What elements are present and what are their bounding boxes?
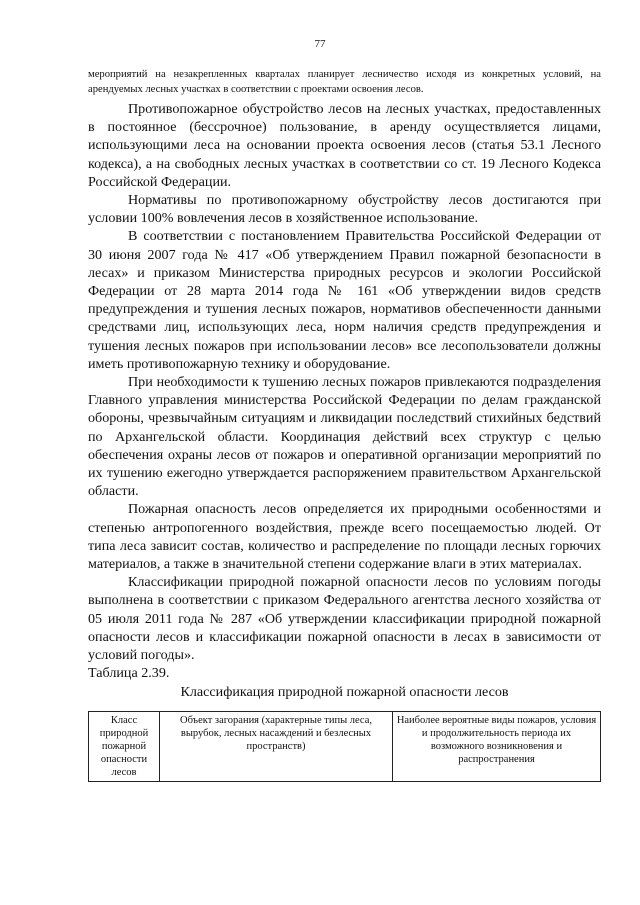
paragraph-fire-arrangement: Противопожарное обустройство лесов на лесных участках, предоставленных в постоянное (бессрочное) пользование, в аренду осуществляется лицами, использующими леса на основании проекта освоения лесов (статья 53.1 Лесного кодекса), а на свободных лесных участках в соответствии со ст. 19 Лесного Кодекса Российской Федерации. [88,101,601,190]
table-header-object: Объект загорания (характерные типы леса, вырубок, лесных насаждений и безлесных пространств) [160,712,393,782]
paragraph-classification: Классификации природной пожарной опасности лесов по условиям погоды выполнена в соответствии с приказом Федерального агентства лесного хозяйства от 05 июля 2011 года № 287 «Об утверждении классификации природной пожарной опасности лесов и классификации пожарной опасности в лесах в зависимости от условий погоды». [88,574,601,664]
paragraph-regulations: В соответствии с постановлением Правительства Российской Федерации от 30 июня 2007 года № 417 «Об утверждением Правил пожарной безопасности в лесах» и приказом Министерства природных ресурсов и экологии Российской Федерации от 28 марта 2014 года № 161 «Об утверждении видов средств предупреждения и тушения лесных пожаров, нормативов обеспеченности данными средствами лиц, использующих леса, норм наличия средств предупреждения и тушения лесных пожаров при использовании лесов» все лесопользователи должны иметь противопожарную технику и оборудование. [88,228,601,372]
page-number: 77 [314,38,326,50]
paragraph-norms: Нормативы по противопожарному обустройству лесов достигаются при условии 100% вовлечения лесов в хозяйственное использование. [88,192,601,227]
table-header-fire-types: Наиболее вероятные виды пожаров, условия и продолжительность периода их возможного возникновения и распространения [393,712,601,782]
paragraph-emergency-services: При необходимости к тушению лесных пожаров привлекаются подразделения Главного управления министерства Российской Федерации по делам гражданской обороны, чрезвычайным ситуациям и ликвидации последствий стихийных бедствий по Архангельской области. Координация действий всех структур с целью обеспечения охраны лесов от пожаров и оперативной организации мероприятий по их тушению ежегодно утверждается распоряжением правительством Архангельской области. [88,374,601,500]
classification-table [88,711,601,782]
paragraph-fire-danger: Пожарная опасность лесов определяется их природными особенностями и степенью антропогенного воздействия, прежде всего посещаемостью людей. От типа леса зависит состав, количество и распределение по площади лесных горючих материалов, а также в значительной степени содержание влаги в этих материалах. [88,501,601,573]
table-label: Таблица 2.39. [88,665,170,682]
table-header-class: Класс природной пожарной опасности лесов [89,712,160,782]
table-title: Классификация природной пожарной опасности лесов [180,683,509,700]
main-text [88,100,601,701]
intro-paragraph: мероприятий на незакрепленных кварталах планирует лесничество исходя из конкретных условий, на арендуемых лесных участках в соответствии с проектами освоения лесов. [88,69,601,95]
table-header-row [89,712,601,782]
